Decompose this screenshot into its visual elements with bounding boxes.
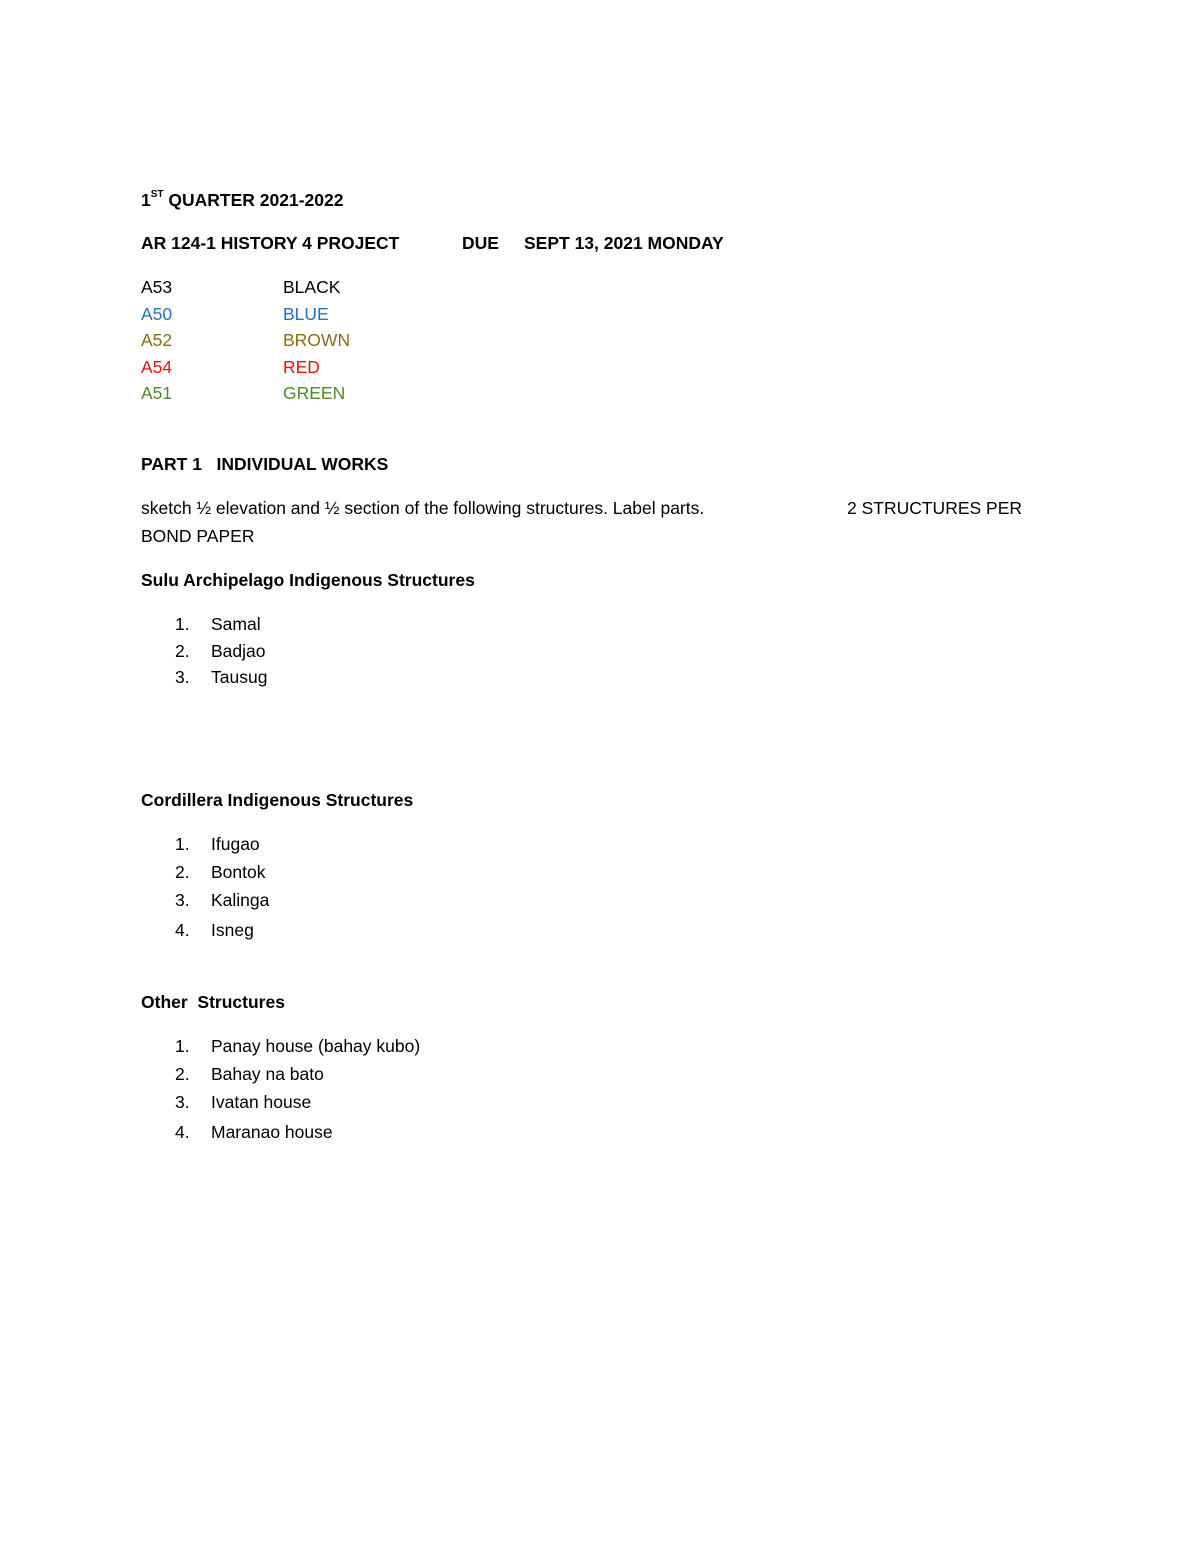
list-number: 1. (175, 614, 190, 634)
section-code: A50 (141, 304, 173, 324)
list-text: Maranao house (211, 1122, 333, 1142)
list-number: 2. (175, 1064, 190, 1084)
list-text: Panay house (bahay kubo) (211, 1036, 421, 1056)
list-text: Ifugao (211, 834, 260, 854)
list-item (175, 833, 260, 855)
section-code: A54 (141, 357, 173, 377)
list-number: 1. (175, 834, 190, 854)
list-number: 4. (175, 1122, 190, 1142)
list-number: 3. (175, 667, 190, 687)
list-item (175, 613, 261, 635)
section-color-name: RED (283, 357, 320, 377)
list-item (175, 889, 269, 911)
due-label: DUE (462, 233, 499, 253)
list-item (175, 1091, 311, 1113)
list-text: Badjao (211, 641, 266, 661)
list-text: Isneg (211, 920, 254, 940)
list-number: 2. (175, 641, 190, 661)
group-heading-other: Other Structures (141, 992, 285, 1012)
quarter-ordinal: ST (150, 189, 164, 201)
list-number: 1. (175, 1036, 190, 1056)
part1-title: PART 1 INDIVIDUAL WORKS (141, 454, 389, 474)
quarter-text: QUARTER 2021-2022 (163, 190, 344, 210)
part1-instruction-right: 2 STRUCTURES PER (847, 498, 1023, 518)
section-row (141, 276, 340, 298)
list-item (175, 640, 266, 662)
section-color-name: BLUE (283, 304, 329, 324)
section-code: A53 (141, 277, 173, 297)
list-text: Kalinga (211, 890, 270, 910)
list-item (175, 861, 265, 883)
list-number: 2. (175, 862, 190, 882)
section-code: A52 (141, 330, 173, 350)
course-title: AR 124-1 HISTORY 4 PROJECT (141, 233, 400, 253)
list-item (175, 919, 254, 941)
list-text: Bontok (211, 862, 266, 882)
list-text: Tausug (211, 667, 268, 687)
list-item (175, 1121, 333, 1143)
section-color-name: GREEN (283, 383, 346, 403)
list-text: Bahay na bato (211, 1064, 324, 1084)
section-color-name: BLACK (283, 277, 341, 297)
list-number: 3. (175, 1092, 190, 1112)
section-row (141, 329, 350, 351)
due-date: SEPT 13, 2021 MONDAY (524, 233, 724, 253)
list-item (175, 1035, 420, 1057)
quarter-number: 1 (141, 190, 151, 210)
part1-instruction: sketch ½ elevation and ½ section of the following structures. Label parts. (141, 498, 705, 518)
group-heading-cordillera: Cordillera Indigenous Structures (141, 790, 414, 810)
list-text: Ivatan house (211, 1092, 312, 1112)
section-row (141, 303, 329, 325)
list-item (175, 1063, 324, 1085)
list-item (175, 666, 267, 688)
list-number: 3. (175, 890, 190, 910)
quarter-heading (141, 189, 343, 211)
list-text: Samal (211, 614, 261, 634)
group-heading-sulu: Sulu Archipelago Indigenous Structures (141, 570, 475, 590)
course-line (141, 232, 399, 254)
section-color-name: BROWN (283, 330, 351, 350)
part1-instruction-cont: BOND PAPER (141, 526, 255, 546)
list-number: 4. (175, 920, 190, 940)
section-row (141, 356, 320, 378)
section-code: A51 (141, 383, 173, 403)
section-row (141, 382, 345, 404)
